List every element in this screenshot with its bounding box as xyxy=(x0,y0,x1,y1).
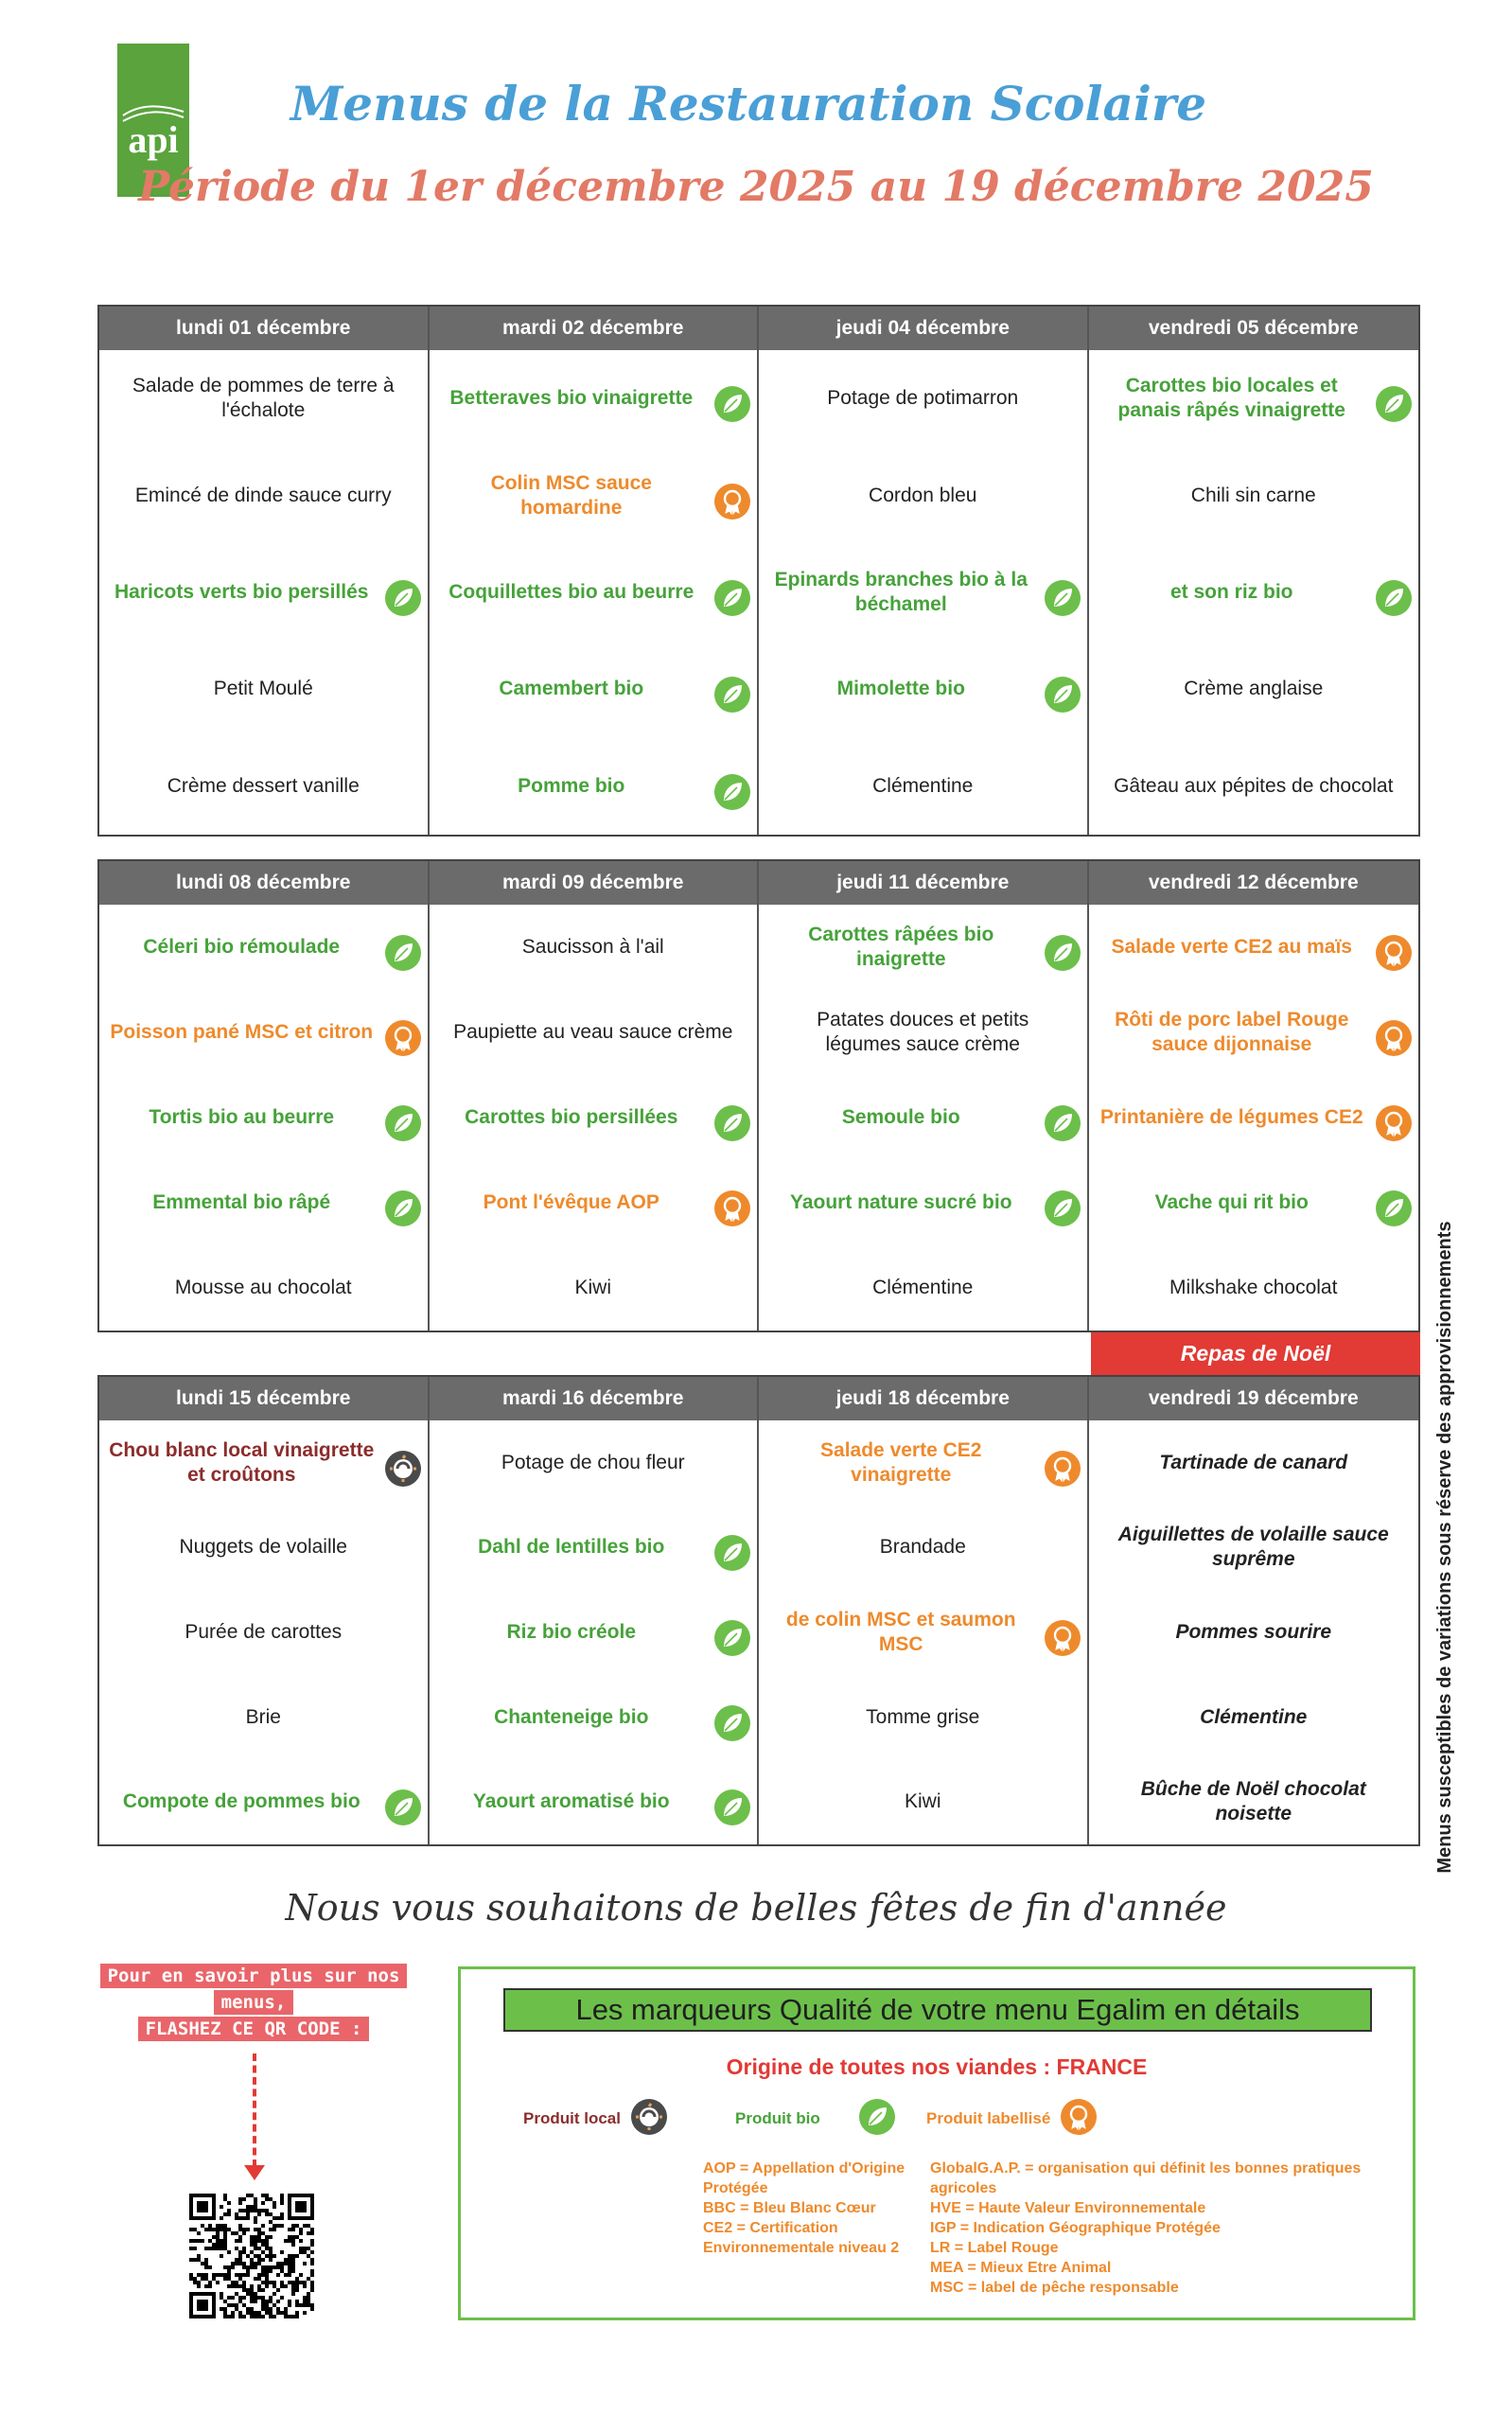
dish-name: Haricots verts bio persillés xyxy=(114,581,369,604)
leaf-icon xyxy=(713,676,751,714)
dish-item xyxy=(430,350,758,447)
dish-item xyxy=(1089,738,1419,835)
dish-item xyxy=(430,1506,758,1591)
dish-item xyxy=(759,544,1087,641)
dish-list xyxy=(430,905,758,1331)
dish-item xyxy=(430,641,758,737)
dish-item xyxy=(1089,990,1419,1075)
dish-name: Yaourt nature sucré bio xyxy=(789,1191,1012,1213)
dish-name: Céleri bio rémoulade xyxy=(143,936,341,958)
leaf-icon xyxy=(384,579,422,617)
local-icon xyxy=(384,1450,422,1488)
dish-item xyxy=(99,1075,428,1160)
period-title: Période du 1er décembre 2025 au 19 décembre 2025 xyxy=(138,163,1374,211)
qr-label-line: FLASHEZ CE QR CODE : xyxy=(138,2017,370,2041)
day-column-lundi-08-decembre xyxy=(99,861,430,1331)
dish-name: Carottes bio persillées xyxy=(465,1106,678,1128)
dish-item xyxy=(99,1160,428,1245)
dish-list xyxy=(430,350,758,835)
abbrev-item: HVE = Haute Valeur Environnementale xyxy=(930,2200,1206,2216)
dish-item xyxy=(99,1675,428,1760)
day-header: jeudi 18 décembre xyxy=(759,1377,1087,1420)
leaf-icon xyxy=(384,1104,422,1142)
dish-item xyxy=(99,990,428,1075)
dish-list xyxy=(759,350,1087,835)
dish-name: Petit Moulé xyxy=(213,678,313,700)
dish-name: Emincé de dinde sauce curry xyxy=(134,484,392,506)
qr-label-line: Pour en savoir plus sur nos xyxy=(100,1964,408,1988)
leaf-icon xyxy=(384,1789,422,1826)
leaf-icon xyxy=(1044,934,1081,972)
noel-banner: Repas de Noël xyxy=(1091,1332,1420,1375)
qr-arrow xyxy=(253,2054,256,2167)
day-header: lundi 08 décembre xyxy=(99,861,428,905)
dish-name: de colin MSC et saumon MSC xyxy=(785,1608,1016,1655)
dish-name: Vache qui rit bio xyxy=(1154,1191,1309,1213)
day-column-vendredi-12-decembre xyxy=(1089,861,1419,1331)
dish-item xyxy=(759,1759,1087,1844)
dish-name: Potage de chou fleur xyxy=(501,1451,685,1473)
dish-item xyxy=(759,1160,1087,1245)
dish-name: Patates douces et petits légumes sauce crème xyxy=(817,1009,1029,1055)
dish-item xyxy=(430,447,758,543)
legend-bio xyxy=(735,2100,896,2138)
dish-name: Mousse au chocolat xyxy=(174,1277,352,1298)
dish-name: Camembert bio xyxy=(499,678,644,700)
dish-name: Dahl de lentilles bio xyxy=(478,1536,665,1559)
day-header: vendredi 12 décembre xyxy=(1089,861,1419,905)
dish-name: Mimolette bio xyxy=(836,678,965,700)
day-column-mardi-09-decembre xyxy=(430,861,760,1331)
dish-list xyxy=(99,1420,428,1844)
legend-bio-label: Produit bio xyxy=(735,2109,820,2127)
leaf-icon xyxy=(713,773,751,811)
dish-item xyxy=(99,1590,428,1675)
day-header: jeudi 04 décembre xyxy=(759,307,1087,350)
dish-item xyxy=(1089,1075,1419,1160)
dish-name: Brandade xyxy=(879,1536,966,1559)
leaf-icon xyxy=(713,1704,751,1742)
dish-name: Cordon bleu xyxy=(869,484,977,506)
rosette-icon xyxy=(1044,1450,1081,1488)
dish-name: Emmental bio râpé xyxy=(152,1191,331,1213)
day-column-jeudi-18-decembre xyxy=(759,1377,1089,1844)
dish-item xyxy=(759,350,1087,447)
side-note: Menus susceptibles de variations sous réserve des approvisionnements xyxy=(1434,1221,1455,1874)
dish-item xyxy=(430,544,758,641)
rosette-icon xyxy=(1050,2098,1098,2141)
dish-item xyxy=(1089,1759,1419,1844)
dish-name: Tartinade de canard xyxy=(1159,1451,1348,1473)
dish-name: Clémentine xyxy=(1200,1705,1308,1728)
day-column-mardi-16-decembre xyxy=(430,1377,760,1844)
dish-item xyxy=(99,738,428,835)
dish-list xyxy=(759,905,1087,1331)
dish-list xyxy=(759,1420,1087,1844)
day-header: mardi 02 décembre xyxy=(430,307,758,350)
dish-item xyxy=(1089,1590,1419,1675)
dish-name: Salade de pommes de terre à l'échalote xyxy=(132,375,395,422)
dish-item xyxy=(430,1675,758,1760)
abbrev-item: AOP = Appellation d'Origine Protégée xyxy=(703,2160,905,2196)
dish-name: Carottes bio locales et panais râpés vinaigrette xyxy=(1117,375,1345,422)
day-header: lundi 15 décembre xyxy=(99,1377,428,1420)
rosette-icon xyxy=(1375,934,1413,972)
dish-name: Bûche de Noël chocolat noisette xyxy=(1140,1778,1366,1825)
dish-name: Betteraves bio vinaigrette xyxy=(449,387,694,410)
abbrev-item: LR = Label Rouge xyxy=(930,2240,1059,2256)
dish-list xyxy=(1089,1420,1419,1844)
dish-name: Epinards branches bio à la béchamel xyxy=(774,569,1028,616)
dish-item xyxy=(1089,544,1419,641)
abbrev-item: IGP = Indication Géographique Protégée xyxy=(930,2220,1221,2236)
dish-name: Paupiette au veau sauce crème xyxy=(453,1021,733,1043)
qr-label-line: menus, xyxy=(214,1990,294,2015)
dish-name: Yaourt aromatisé bio xyxy=(472,1790,670,1813)
qr-label xyxy=(83,1963,424,2042)
day-column-vendredi-19-decembre xyxy=(1089,1377,1419,1844)
dish-item xyxy=(759,1590,1087,1675)
dish-item xyxy=(759,1245,1087,1331)
dish-list xyxy=(99,905,428,1331)
week-1-grid xyxy=(97,305,1420,837)
day-column-jeudi-11-decembre xyxy=(759,861,1089,1331)
dish-name: Pont l'évêque AOP xyxy=(483,1191,659,1213)
dish-name: Crème dessert vanille xyxy=(167,774,360,797)
abbrev-item: MSC = label de pêche responsable xyxy=(930,2280,1179,2296)
dish-item xyxy=(1089,1675,1419,1760)
leaf-icon xyxy=(1375,579,1413,617)
dish-item xyxy=(430,1075,758,1160)
dish-item xyxy=(1089,641,1419,737)
dish-name: Chou blanc local vinaigrette et croûtons xyxy=(109,1438,375,1486)
legend-origin: Origine de toutes nos viandes : FRANCE xyxy=(726,2054,1148,2079)
day-column-vendredi-05-decembre xyxy=(1089,307,1419,835)
dish-name: Chili sin carne xyxy=(1190,484,1316,506)
dish-item xyxy=(99,1420,428,1506)
day-column-lundi-15-decembre xyxy=(99,1377,430,1844)
leaf-icon xyxy=(1044,579,1081,617)
leaf-icon xyxy=(1044,1190,1081,1227)
dish-item xyxy=(1089,447,1419,543)
rosette-icon xyxy=(713,483,751,520)
day-header: vendredi 19 décembre xyxy=(1089,1377,1419,1420)
legend-label xyxy=(926,2100,1098,2138)
leaf-icon xyxy=(1375,385,1413,423)
leaf-icon xyxy=(1375,1190,1413,1227)
dish-item xyxy=(759,1506,1087,1591)
dish-name: Salade verte CE2 au maïs xyxy=(1111,936,1352,958)
dish-name: Kiwi xyxy=(904,1790,941,1813)
dish-name: Purée de carottes xyxy=(185,1620,343,1643)
dish-name: Saucisson à l'ail xyxy=(521,936,664,958)
qr-code[interactable] xyxy=(189,2194,314,2318)
dish-name: Brie xyxy=(245,1705,281,1728)
legend-abbrev-right xyxy=(930,2159,1384,2298)
leaf-icon xyxy=(384,1190,422,1227)
day-header: jeudi 11 décembre xyxy=(759,861,1087,905)
dish-name: Potage de potimarron xyxy=(827,387,1019,410)
quality-legend xyxy=(458,1966,1415,2320)
dish-item xyxy=(430,1420,758,1506)
rosette-icon xyxy=(384,1019,422,1057)
dish-item xyxy=(430,990,758,1075)
dish-item xyxy=(430,1590,758,1675)
dish-name: Milkshake chocolat xyxy=(1169,1277,1338,1298)
dish-name: Tortis bio au beurre xyxy=(149,1106,335,1128)
dish-item xyxy=(759,1075,1087,1160)
dish-item xyxy=(759,1675,1087,1760)
dish-list xyxy=(99,350,428,835)
dish-item xyxy=(1089,1420,1419,1506)
dish-item xyxy=(99,544,428,641)
local-icon xyxy=(621,2098,668,2141)
day-header: vendredi 05 décembre xyxy=(1089,307,1419,350)
dish-name: Chanteneige bio xyxy=(494,1705,649,1728)
dish-list xyxy=(430,1420,758,1844)
abbrev-item: BBC = Bleu Blanc Cœur xyxy=(703,2200,876,2216)
leaf-icon xyxy=(1044,676,1081,714)
day-header: mardi 16 décembre xyxy=(430,1377,758,1420)
dish-item xyxy=(1089,1160,1419,1245)
dish-name: Pomme bio xyxy=(518,774,625,797)
qr-arrowhead-icon xyxy=(244,2165,265,2180)
dish-name: Carottes râpées bio inaigrette xyxy=(808,924,994,970)
dish-item xyxy=(99,447,428,543)
dish-name: Printanière de légumes CE2 xyxy=(1099,1106,1363,1128)
dish-item xyxy=(99,641,428,737)
legend-markers xyxy=(461,2100,1413,2138)
legend-local-label: Produit local xyxy=(523,2109,621,2127)
dish-list xyxy=(1089,350,1419,835)
week-2-grid xyxy=(97,859,1420,1332)
dish-item xyxy=(759,905,1087,990)
dish-name: Riz bio créole xyxy=(506,1620,637,1643)
dish-item xyxy=(430,1245,758,1331)
dish-name: Crème anglaise xyxy=(1184,678,1324,700)
dish-item xyxy=(99,1245,428,1331)
dish-item xyxy=(430,1160,758,1245)
dish-name: Kiwi xyxy=(574,1277,611,1298)
day-header: mardi 09 décembre xyxy=(430,861,758,905)
page-title: Menus de la Restauration Scolaire xyxy=(290,76,1207,132)
dish-list xyxy=(1089,905,1419,1331)
leaf-icon xyxy=(384,934,422,972)
day-header: lundi 01 décembre xyxy=(99,307,428,350)
dish-name: Semoule bio xyxy=(841,1106,960,1128)
dish-name: Rôti de porc label Rouge sauce dijonnaise xyxy=(1115,1009,1349,1055)
dish-name: Aiguillettes de volaille sauce suprême xyxy=(1117,1524,1389,1571)
leaf-icon xyxy=(849,2098,896,2141)
abbrev-item: GlobalG.A.P. = organisation qui définit les bonnes pratiques agricoles xyxy=(930,2160,1362,2196)
day-column-lundi-01-decembre xyxy=(99,307,430,835)
dish-name: Tomme grise xyxy=(866,1705,980,1728)
dish-item xyxy=(99,1759,428,1844)
dish-name: Pommes sourire xyxy=(1175,1620,1332,1643)
dish-item xyxy=(430,738,758,835)
leaf-icon xyxy=(713,1789,751,1826)
dish-item xyxy=(1089,1506,1419,1591)
dish-item xyxy=(430,1759,758,1844)
dish-name: et son riz bio xyxy=(1169,581,1293,604)
dish-item xyxy=(759,1420,1087,1506)
dish-item xyxy=(99,1506,428,1591)
leaf-icon xyxy=(713,1534,751,1572)
dish-name: Coquillettes bio au beurre xyxy=(448,581,694,604)
dish-item xyxy=(759,641,1087,737)
leaf-icon xyxy=(1044,1104,1081,1142)
dish-name: Compote de pommes bio xyxy=(122,1790,360,1813)
rosette-icon xyxy=(1375,1104,1413,1142)
abbrev-item: MEA = Mieux Etre Animal xyxy=(930,2260,1112,2276)
dish-item xyxy=(99,905,428,990)
leaf-icon xyxy=(713,1104,751,1142)
dish-name: Colin MSC sauce homardine xyxy=(490,471,652,519)
dish-name: Poisson pané MSC et citron xyxy=(110,1021,374,1043)
dish-item xyxy=(99,350,428,447)
day-column-mardi-02-decembre xyxy=(430,307,760,835)
rosette-icon xyxy=(1044,1619,1081,1657)
rosette-icon xyxy=(1375,1019,1413,1057)
dish-item xyxy=(759,738,1087,835)
legend-abbrev-left xyxy=(703,2159,921,2258)
holiday-wishes: Nous vous souhaitons de belles fêtes de fin d'année xyxy=(285,1887,1227,1929)
abbrev-item: CE2 = Certification Environnementale niveau 2 xyxy=(703,2220,900,2256)
legend-label-label: Produit labellisé xyxy=(926,2109,1051,2127)
rosette-icon xyxy=(713,1190,751,1227)
legend-local xyxy=(523,2100,668,2138)
dish-item xyxy=(1089,350,1419,447)
dish-name: Nuggets de volaille xyxy=(179,1536,347,1559)
leaf-icon xyxy=(713,1619,751,1657)
legend-title: Les marqueurs Qualité de votre menu Egalim en détails xyxy=(503,1988,1372,2032)
logo-text: api xyxy=(128,118,179,161)
leaf-icon xyxy=(713,385,751,423)
day-column-jeudi-04-decembre xyxy=(759,307,1089,835)
dish-item xyxy=(430,905,758,990)
dish-item xyxy=(759,447,1087,543)
dish-name: Clémentine xyxy=(872,1277,974,1298)
leaf-icon xyxy=(713,579,751,617)
week-3-grid xyxy=(97,1375,1420,1846)
dish-item xyxy=(1089,905,1419,990)
dish-item xyxy=(759,990,1087,1075)
dish-item xyxy=(1089,1245,1419,1331)
dish-name: Clémentine xyxy=(872,774,974,797)
dish-name: Gâteau aux pépites de chocolat xyxy=(1114,774,1394,797)
dish-name: Salade verte CE2 vinaigrette xyxy=(820,1438,982,1486)
